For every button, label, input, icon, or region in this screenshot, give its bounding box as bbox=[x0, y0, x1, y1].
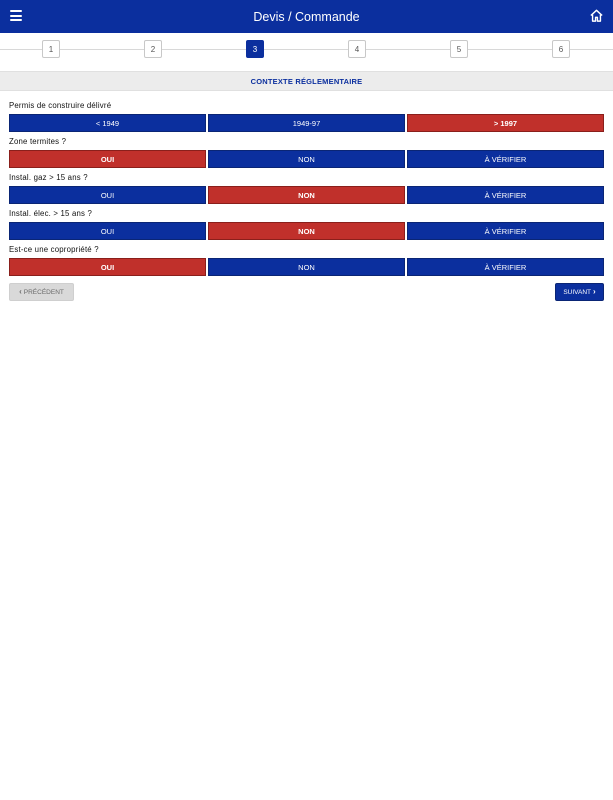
step-2[interactable]: 2 bbox=[144, 40, 162, 58]
option-oui[interactable]: OUI bbox=[9, 258, 206, 276]
question-label: Est-ce une copropriété ? bbox=[9, 245, 99, 254]
option-a-verifier[interactable]: À VÉRIFIER bbox=[407, 186, 604, 204]
next-button-label: SUIVANT bbox=[563, 288, 592, 296]
stepper-line bbox=[0, 49, 613, 50]
question-label: Zone termites ? bbox=[9, 137, 67, 146]
previous-button-label: PRÉCÉDENT bbox=[23, 288, 64, 296]
next-button[interactable] bbox=[555, 283, 604, 301]
option-group bbox=[9, 150, 604, 168]
question-gaz bbox=[9, 173, 604, 204]
option-before-1949[interactable]: < 1949 bbox=[9, 114, 206, 132]
question-elec bbox=[9, 209, 604, 240]
question-label: Permis de construire délivré bbox=[9, 101, 112, 110]
step-indicator bbox=[0, 33, 613, 66]
option-a-verifier[interactable]: À VÉRIFIER bbox=[407, 222, 604, 240]
step-1[interactable]: 1 bbox=[42, 40, 60, 58]
wizard-navigation bbox=[0, 283, 613, 303]
question-permis bbox=[9, 101, 604, 132]
step-3[interactable]: 3 bbox=[246, 40, 264, 58]
app-header bbox=[0, 0, 613, 33]
option-after-1997[interactable]: > 1997 bbox=[407, 114, 604, 132]
section-title: CONTEXTE RÉGLEMENTAIRE bbox=[0, 71, 613, 91]
step-4[interactable]: 4 bbox=[348, 40, 366, 58]
option-non[interactable]: NON bbox=[208, 258, 405, 276]
option-oui[interactable]: OUI bbox=[9, 150, 206, 168]
chevron-left-icon: ‹ bbox=[19, 287, 22, 296]
chevron-right-icon: › bbox=[593, 287, 596, 296]
option-non[interactable]: NON bbox=[208, 150, 405, 168]
option-a-verifier[interactable]: À VÉRIFIER bbox=[407, 150, 604, 168]
question-copropriete bbox=[9, 245, 604, 276]
step-6[interactable]: 6 bbox=[552, 40, 570, 58]
option-oui[interactable]: OUI bbox=[9, 186, 206, 204]
question-label: Instal. gaz > 15 ans ? bbox=[9, 173, 88, 182]
option-group bbox=[9, 186, 604, 204]
option-oui[interactable]: OUI bbox=[9, 222, 206, 240]
option-1949-97[interactable]: 1949-97 bbox=[208, 114, 405, 132]
previous-button[interactable] bbox=[9, 283, 74, 301]
home-icon[interactable] bbox=[589, 8, 604, 23]
hamburger-menu-icon[interactable] bbox=[10, 10, 22, 21]
page-title: Devis / Commande bbox=[253, 9, 360, 24]
question-label: Instal. élec. > 15 ans ? bbox=[9, 209, 93, 218]
option-non[interactable]: NON bbox=[208, 186, 405, 204]
question-termites bbox=[9, 137, 604, 168]
option-group bbox=[9, 114, 604, 132]
option-group bbox=[9, 222, 604, 240]
regulatory-form bbox=[0, 91, 613, 276]
step-5[interactable]: 5 bbox=[450, 40, 468, 58]
option-non[interactable]: NON bbox=[208, 222, 405, 240]
option-group bbox=[9, 258, 604, 276]
option-a-verifier[interactable]: À VÉRIFIER bbox=[407, 258, 604, 276]
